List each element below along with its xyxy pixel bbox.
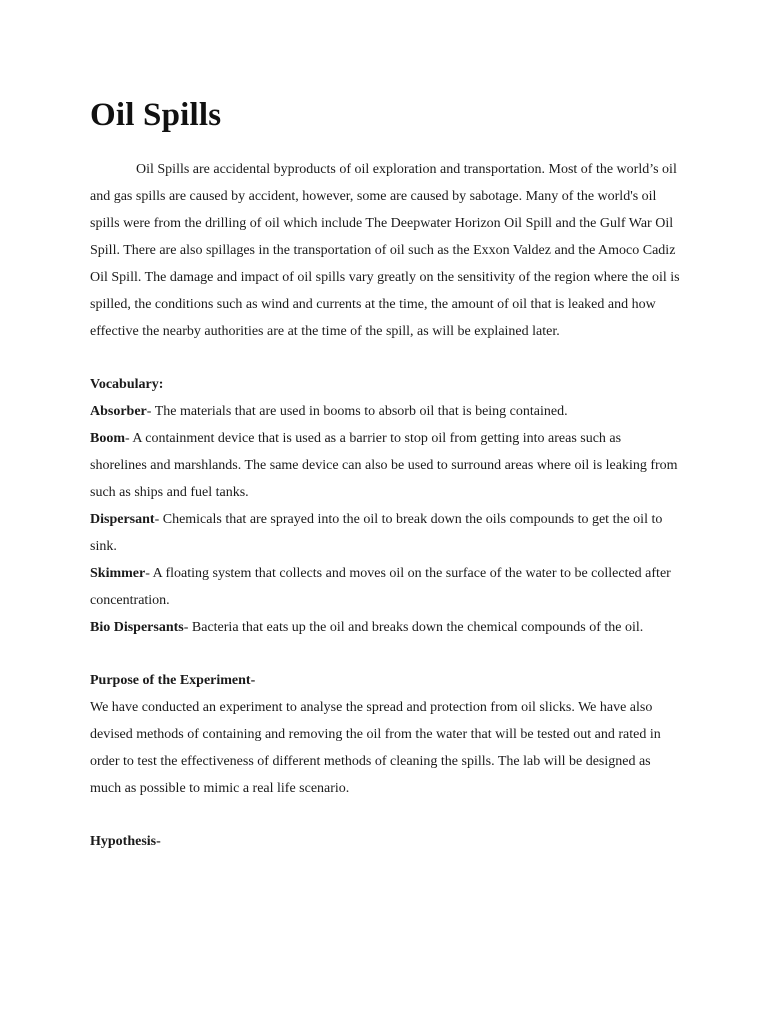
intro-paragraph: Oil Spills are accidental byproducts of oil exploration and transportation. Most of the world’s oil and gas spills are caused by accident, however, some are caused by sabotage. Many of the world's oil spills were from the drilling of oil which include The Deepwater Horizon Oil Spill and the Gulf War Oil Spill. There are also spillages in the transportation of oil such as the Exxon Valdez and the Amoco Cadiz Oil Spill. The damage and impact of oil spills vary greatly on the sensitivity of the region where the oil is spilled, the conditions such as wind and currents at the time, the amount of oil that is leaked and how effective the nearby authorities are at the time of the spill, as will be explained later. [90, 162, 680, 339]
document-title: Oil Spills [90, 97, 222, 133]
vocab-term: Skimmer [90, 566, 146, 581]
vocab-definition: - A floating system that collects and moves oil on the surface of the water to be collected after concentration. [90, 566, 671, 608]
vocab-item-boom [90, 425, 680, 506]
vocab-term: Bio Dispersants [90, 620, 184, 635]
hypothesis-heading: Hypothesis- [90, 834, 161, 849]
vocab-definition: - A containment device that is used as a barrier to stop oil from getting into areas such as shorelines and marshlands. The same device can also be used to surround areas where oil is leaking from such as ships and fuel tanks. [90, 431, 678, 500]
vocab-definition: - The materials that are used in booms to absorb oil that is being contained. [146, 404, 568, 419]
vocab-term: Dispersant [90, 512, 155, 527]
vocab-item-absorber [90, 398, 680, 425]
vocab-item-bio-dispersants [90, 614, 680, 641]
vocab-term: Absorber [90, 404, 147, 419]
vocab-definition: - Chemicals that are sprayed into the oil to break down the oils compounds to get the oil to sink. [90, 512, 663, 554]
document-page [90, 92, 680, 855]
vocab-item-dispersant [90, 506, 680, 560]
purpose-heading: Purpose of the Experiment- [90, 673, 256, 688]
purpose-paragraph: We have conducted an experiment to analyse the spread and protection from oil slicks. We have also devised methods of containing and removing the oil from the water that will be tested out and rated in order to test the effectiveness of different methods of cleaning the spills. The lab will be designed as much as possible to mimic a real life scenario. [90, 700, 661, 796]
vocab-item-skimmer [90, 560, 680, 614]
vocabulary-heading: Vocabulary: [90, 377, 164, 392]
vocab-term: Boom [90, 431, 125, 446]
vocabulary-list [90, 398, 680, 641]
vocab-definition: - Bacteria that eats up the oil and breaks down the chemical compounds of the oil. [183, 620, 644, 635]
